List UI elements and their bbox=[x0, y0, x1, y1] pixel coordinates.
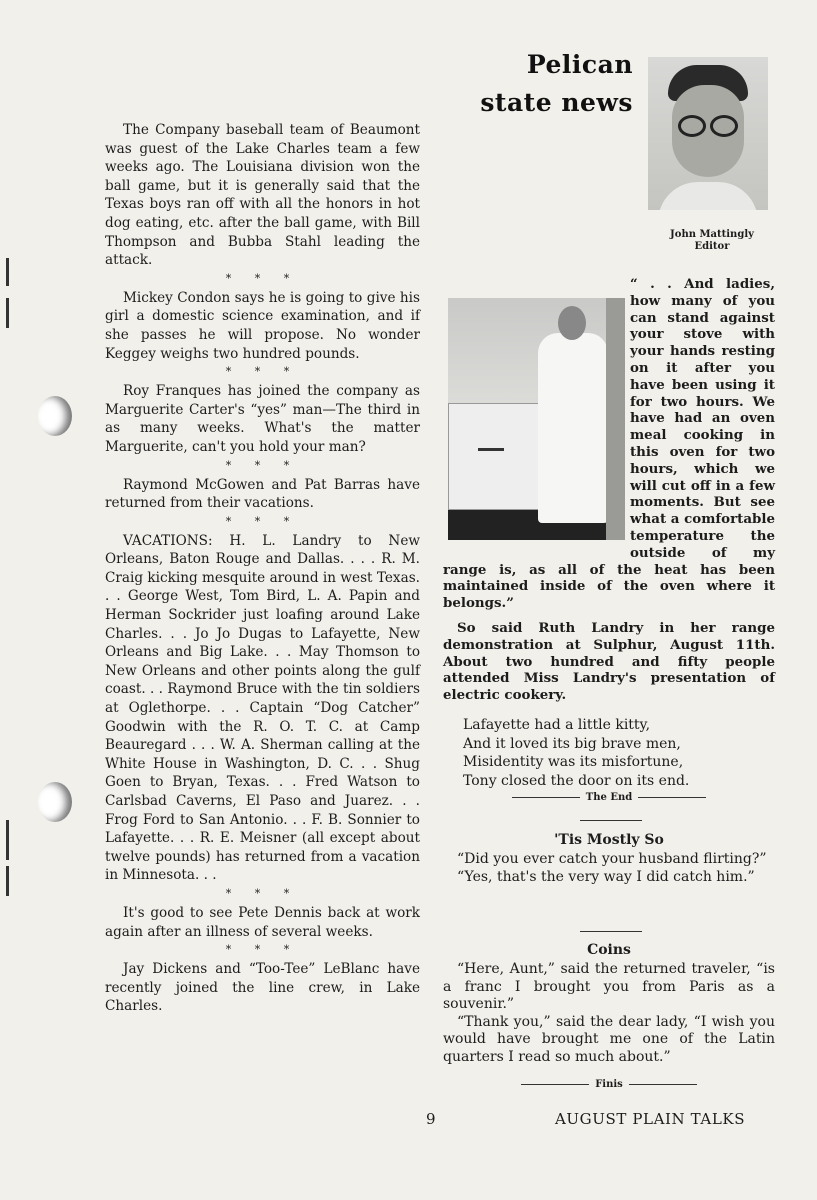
joke-title: 'Tis Mostly So bbox=[554, 832, 664, 848]
rule bbox=[512, 797, 580, 798]
paragraph: “Did you ever catch your husband flirting?” bbox=[457, 851, 767, 867]
rule bbox=[521, 1084, 589, 1085]
scan-mark bbox=[6, 820, 9, 860]
range-quote: “ . . And ladies, how many of you can stand against your stove with your hands resting on it after you have been using it for two hours. We have had an oven meal cooking in this oven for two hours, which we will cut off in a few moments. But see what a comfortable temperature the outside of my range is, as all of the heat has been maintained inside of the oven where it belongs.” bbox=[443, 276, 775, 612]
scan-mark bbox=[6, 866, 9, 896]
joke-coins bbox=[443, 942, 775, 1066]
binder-hole bbox=[38, 782, 72, 822]
poem-line: And it loved its big brave men, bbox=[463, 735, 681, 752]
separator: * * * bbox=[225, 271, 300, 285]
rule bbox=[638, 797, 706, 798]
paragraph: “Yes, that's the very way I did catch him.” bbox=[457, 868, 755, 885]
scan-mark bbox=[6, 258, 9, 286]
scan-mark bbox=[6, 298, 9, 328]
paragraph: Mickey Condon says he is going to give his girl a domestic science examination, and if she passes he will propose. No wonder Keggey weighs two hundred pounds. bbox=[105, 289, 420, 362]
paragraph: It's good to see Pete Dennis back at work again after an illness of several weeks. bbox=[105, 904, 420, 940]
editor-caption bbox=[650, 229, 774, 253]
range-article bbox=[443, 276, 775, 704]
paragraph: The Company baseball team of Beaumont was guest of the Lake Charles team a few weeks ago. The Louisiana division won the ball game, but it is generally said that the Texas boys ran off with all the honors in hot dog eating, etc. after the ball game, with Bill Thompson and Bubba Stahl leading the attack. bbox=[105, 122, 420, 269]
separator: * * * bbox=[225, 458, 300, 472]
joke-mostly-so bbox=[443, 832, 775, 886]
poem-line: Lafayette had a little kitty, bbox=[463, 717, 651, 733]
separator: * * * bbox=[225, 514, 300, 528]
joke-title: Coins bbox=[587, 942, 631, 958]
end-label: Finis bbox=[595, 1079, 623, 1090]
paragraph: Raymond McGowen and Pat Barras have returned from their vacations. bbox=[105, 476, 420, 512]
paragraph: Jay Dickens and “Too-Tee” LeBlanc have recently joined the line crew, in Lake Charles. bbox=[105, 961, 420, 1015]
poem-line: Tony closed the door on its end. bbox=[463, 772, 690, 789]
poem-line: Misidentity was its misfortune, bbox=[463, 754, 684, 770]
end-label: The End bbox=[585, 792, 633, 803]
separator: * * * bbox=[225, 886, 300, 900]
editor-photo bbox=[648, 57, 768, 210]
divider bbox=[580, 820, 642, 821]
poem-end bbox=[443, 792, 775, 803]
editor-role: Editor bbox=[694, 241, 730, 252]
separator: * * * bbox=[225, 943, 300, 957]
editor-name: John Mattingly bbox=[670, 229, 754, 240]
section-title-line1: Pelican bbox=[526, 50, 633, 79]
separator: * * * bbox=[225, 365, 300, 379]
divider bbox=[580, 931, 642, 932]
paragraph: “Here, Aunt,” said the returned traveler, “is a franc I brought you from Paris as a souvenir.” bbox=[443, 961, 775, 1012]
joke-end bbox=[443, 1079, 775, 1090]
publication-name: AUGUST PLAIN TALKS bbox=[555, 1110, 746, 1128]
paragraph: Roy Franques has joined the company as Marguerite Carter's “yes” man—The third in as many weeks. What's the matter Marguerite, can't you hold your man? bbox=[105, 383, 420, 455]
section-title-line2: state news bbox=[480, 88, 633, 117]
poem bbox=[463, 716, 753, 790]
rule bbox=[629, 1084, 697, 1085]
left-column bbox=[105, 121, 420, 1016]
paragraph: “Thank you,” said the dear lady, “I wish you would have brought me one of the Latin quarters I read so much about.” bbox=[443, 1013, 775, 1065]
range-summary: So said Ruth Landry in her range demonstration at Sulphur, August 11th. About two hundred and fifty people attended Miss Landry's presentation of electric cookery. bbox=[443, 619, 775, 704]
paragraph: VACATIONS: H. L. Landry to New Orleans, Baton Rouge and Dallas. . . . R. M. Craig kicking mesquite around in west Texas. . . George West, Tom Bird, L. A. Papin and Herman Sockrider just loafing around Lake Charles. . . Jo Jo Dugas to Lafayette, New Orleans and Big Lake. . . May Thomson to New Orleans and other points along the gulf coast. . . Raymond Bruce with the tin soldiers at Oglethorpe. . . Captain “Dog Catcher” Goodwin with the R. O. T. C. at Camp Beauregard . . . W. A. Sherman calling at the White House in Washington, D. C. . . Shug Goen to Bryan, Texas. . . Fred Watson to Carlsbad Caverns, El Paso and Juarez. . . Frog Ford to San Antonio. . . F. B. Sonnier to Lafayette. . . R. E. Meisner (all except about twelve pounds) has returned from a vacation in Minnesota. . . bbox=[105, 532, 420, 884]
binder-hole bbox=[38, 396, 72, 436]
page-number: 9 bbox=[426, 1110, 436, 1128]
